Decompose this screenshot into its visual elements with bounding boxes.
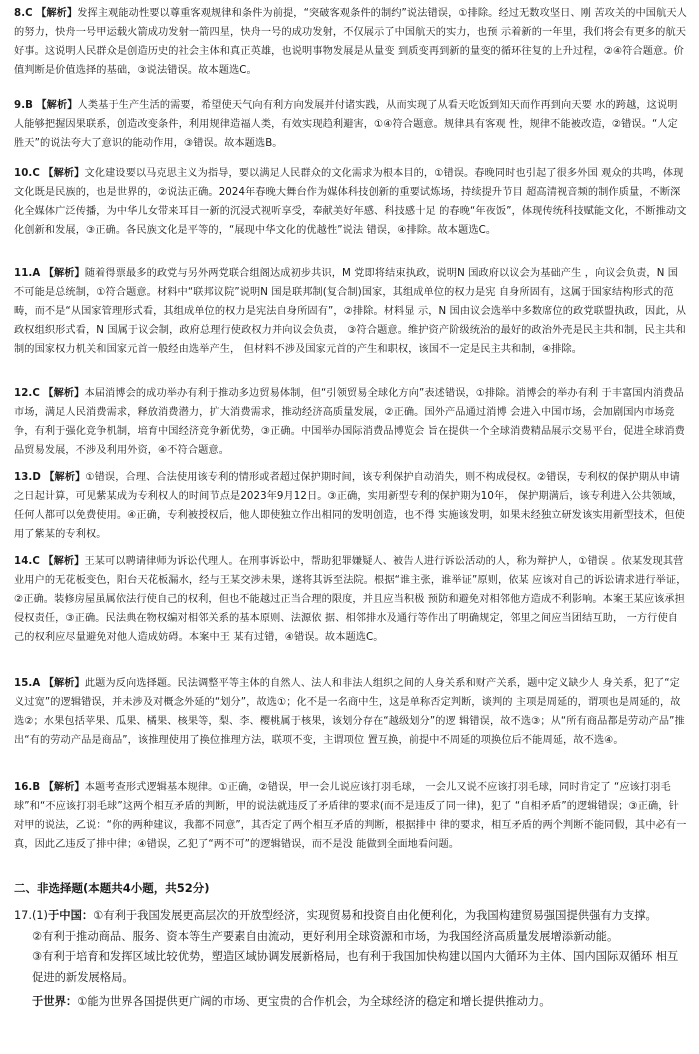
world-point: ①能为世界各国提供更广阔的市场、更宝贵的合作机会，为全球经济的稳定和增长提供推动力。 — [77, 995, 551, 1008]
item-text: 此题为反向选择题。民法调整平等主体的自然人、法人和非法人组织之间的人身关系和财产关系，题中定义缺少人 身关系，犯了“定义过宽”的逻辑错误，并未涉及对概念外延的“划分”，故选①；化不是一名商中生，这是单称否定判断，谈判的 主项是周延的，谓项也是周延的，故选②；水果包括苹果、瓜果、橘果、核果等，梨、李、樱桃属于核果，该划分存在“越级划分”的逻 辑错误，故不选③；从“所有商品都是劳动产品”推出“有的劳动产品是商品”，该推理使用了换位推理方法，联项不变，主谓项位 置互换，前提中不周延的项换位后不能周延，故不选④。 — [14, 678, 685, 746]
item-number: 17.(1) — [14, 909, 48, 922]
item-number: 12.C — [14, 388, 40, 399]
q17-china-line — [14, 906, 687, 927]
china-point: ②有利于推动商品、服务、资本等生产要素自由流动，更好利用全球资源和市场，为我国经济高质量发展增添新动能。 — [32, 929, 619, 943]
item-number: 14.C — [14, 556, 40, 567]
answer-item-10 — [14, 164, 687, 240]
item-text: ①错误，合理、合法使用该专利的情形或者超过保护期时间，该专利保护自动消失，则不构成侵权。②错误，专利权的保护期从申请之日起计算，可见紫某成为专利权人的时间节点是2023年9月12日。③正确，实用新型专利的保护期为10年， 保护期满后，该专利进入公共领域，任何人都可以免费使用。④正确，专利被授权后，他人即使独立作出相同的发明创造，也不得 实施该发明，如果未经独立研发该实用新型技术，但使用了紫某的专利权。 — [14, 472, 685, 540]
china-point: ①有利于我国发展更高层次的开放型经济，实现贸易和投资自由化便利化，为我国构建贸易强国提供强有力支撑。 — [93, 909, 657, 922]
analysis-tag: 【解析】 — [43, 388, 85, 399]
china-label: 于中国： — [47, 909, 94, 922]
world-label: 于世界： — [32, 995, 78, 1008]
analysis-tag: 【解析】 — [36, 8, 78, 19]
analysis-tag: 【解析】 — [43, 168, 85, 179]
answer-item-13 — [14, 468, 687, 544]
china-point: ③有利于培育和发挥区域比较优势，塑造区域协调发展新格局，也有利于我国加快构建以国内大循环为主体、国内国际双循环 相互促进的新发展格局。 — [32, 950, 679, 984]
answer-item-16 — [14, 778, 687, 854]
item-text: 本题考查形式逻辑基本规律。①正确，②错误，甲一会儿说应该打羽毛球， 一会儿又说不应该打羽毛球，同时肯定了 “应该打羽毛球”和“不应该打羽毛球”这两个相互矛盾的判断，甲的说法就违反了矛盾律的要求(而不是违反了同一律)，犯了 “自相矛盾”的逻辑错误；③正确，针对甲的说法，乙说：“你的两种建议，我都不同意”，其否定了两个相互矛盾的判断，根据排中 律的要求，相互矛盾的两个判断不能同假，其中必有一真，因此乙违反了排中律；④错误，乙犯了“两不可”的逻辑错误，而不是没 能做到全面地看问题。 — [14, 782, 687, 850]
answer-item-8 — [14, 4, 687, 80]
item-number: 15.A — [14, 678, 41, 689]
item-number: 13.D — [14, 472, 41, 483]
analysis-tag: 【解析】 — [43, 678, 85, 689]
answer-item-9 — [14, 96, 687, 153]
item-text: 发挥主观能动性要以尊重客观规律和条件为前提，“突破客观条件的制约”说法错误，①排除。经过无数攻坚日、刚 苦攻关的中国航天人的努力，快舟一号甲运载火箭成功发射一箭四星，快舟一号的成功发射，不仅展示了中国航天的实力，也预 示着新的一年里，我们将会有更多的航天好事。这说明人民群众是创造历史的社会主体和真正英雄，也说明事物发展是从量变 到质变再到新的量变的循环往复的上升过程，②④符合题意。价值判断是价值选择的基础，③说法错误。故本题选C。 — [14, 8, 687, 76]
analysis-tag: 【解析】 — [43, 556, 85, 567]
item-number: 9.B — [14, 100, 34, 111]
answer-item-11 — [14, 264, 687, 359]
section-title: 二、非选择题(本题共4小题，共52分) — [14, 881, 210, 895]
analysis-tag: 【解析】 — [43, 268, 85, 279]
analysis-tag: 【解析】 — [44, 472, 86, 483]
analysis-tag: 【解析】 — [43, 782, 85, 793]
q17-world-line — [14, 992, 687, 1013]
answer-item-17 — [14, 906, 687, 1013]
answer-item-12 — [14, 384, 687, 460]
item-text: 人类基于生产生活的需要，希望使天气向有利方向发展并付诸实践，从而实现了从看天吃饭到知天而作再到向天要 水的跨越，这说明人能够把握因果联系，创造改变条件，利用规律造福人类，有效实现趋利避害，①④符合题意。规律具有客观 性，规律不能被改造，②错误。“人定胜天”的说法夸大了意识的能动作用，③错误。故本题选B。 — [14, 100, 678, 149]
item-text: 本届消博会的成功举办有利于推动多边贸易体制，但“引领贸易全球化方向”表述错误，①排除。消博会的举办有利 于丰富国内消费品市场，满足人民消费需求，释放消费潜力，扩大消费需求，推动经济高质量发展，②正确。国外产品通过消博 会进入中国市场，会加剧国内市场竞争，有利于强化竞争机制，培育中国经济竞争新优势，③正确。中国举办国际消费品博览会 旨在提供一个全球消费精品展示交易平台，促进全球消费品贸易发展，不涉及利用外资，④不符合题意。 — [14, 388, 685, 456]
item-number: 11.A — [14, 268, 41, 279]
item-number: 10.C — [14, 168, 40, 179]
answer-item-15 — [14, 674, 687, 750]
item-number: 8.C — [14, 8, 33, 19]
item-text: 王某可以聘请律师为诉讼代理人。在刑事诉讼中，帮助犯罪嫌疑人、被告人进行诉讼活动的人，称为辩护人，①错误 。依某发现其营业用户的无花板变色，阳台天花板漏水，经与王某交涉未果，遂将其诉至法院。根据“谁主张，谁举证”原则，依某 应该对自己的诉讼请求进行举证，②正确。装修房屋虽属依法行使自己的权利，但也不能越过正当合理的限度，并且应当积极 预防和避免对相邻他方造成不利影响。本案王某应该承担侵权责任，③正确。民法典在物权编对相邻关系的基本原则、法源依 据、相邻排水及通行等作出了明确规定，邻里之间应当团结互助， 一方行使自己的权利应尽量避免对他人造成妨碍。本案中王 某有过错，④错误。故本题选C。 — [14, 556, 687, 643]
item-number: 16.B — [14, 782, 41, 793]
item-text: 文化建设要以马克思主义为指导，要以满足人民群众的文化需求为根本目的，①错误。春晚同时也引起了很多外国 观众的共鸣，体现文化既是民族的，也是世界的，②说法正确。2024年春晚大舞台作为媒体科技创新的重要试炼场，持续提升节目 超高清视音频的制作质量，不断深化全媒体广泛传播，为中华儿女带来耳目一新的沉浸式视听享受，奉献美好年感、科技感十足 的春晚“年夜饭”，体现传统科技赋能文化，不断推动文化创新和发展，③正确。各民族文化是平等的，“展现中华文化的优越性”说法 错误，④排除。故本题选C。 — [14, 168, 687, 236]
answer-item-14 — [14, 552, 687, 647]
analysis-tag: 【解析】 — [36, 100, 78, 111]
item-text: 随着得票最多的政党与另外两党联合组阁达成初步共识，M 党即将结束执政，说明N 国政府以议会为基础产生 ，向议会负责，N 国不可能是总统制，①符合题意。材料中“联邦议院”说明N 国是联邦制(复合制)国家，其组成单位的权力是宪 自身所固有，这属于国家结构形式的范畴，而不是“从国家管理形式看，其组成单位的权力是宪法自身所固有”，②排除。材料显 示，N 国由议会选举中多数席位的政党联盟执政，因此，从政权组织形式看，N 国属于议会制，政府总理行使政权力并向议会负责， ③符合题意。维护资产阶级统治的最好的政治外壳是民主共和制，民主共和制的国家权力机关和国家元首一般经由选举产生， 但材料不涉及国家元首的产生和职权，该国不一定是民主共和制，④排除。 — [14, 268, 687, 355]
